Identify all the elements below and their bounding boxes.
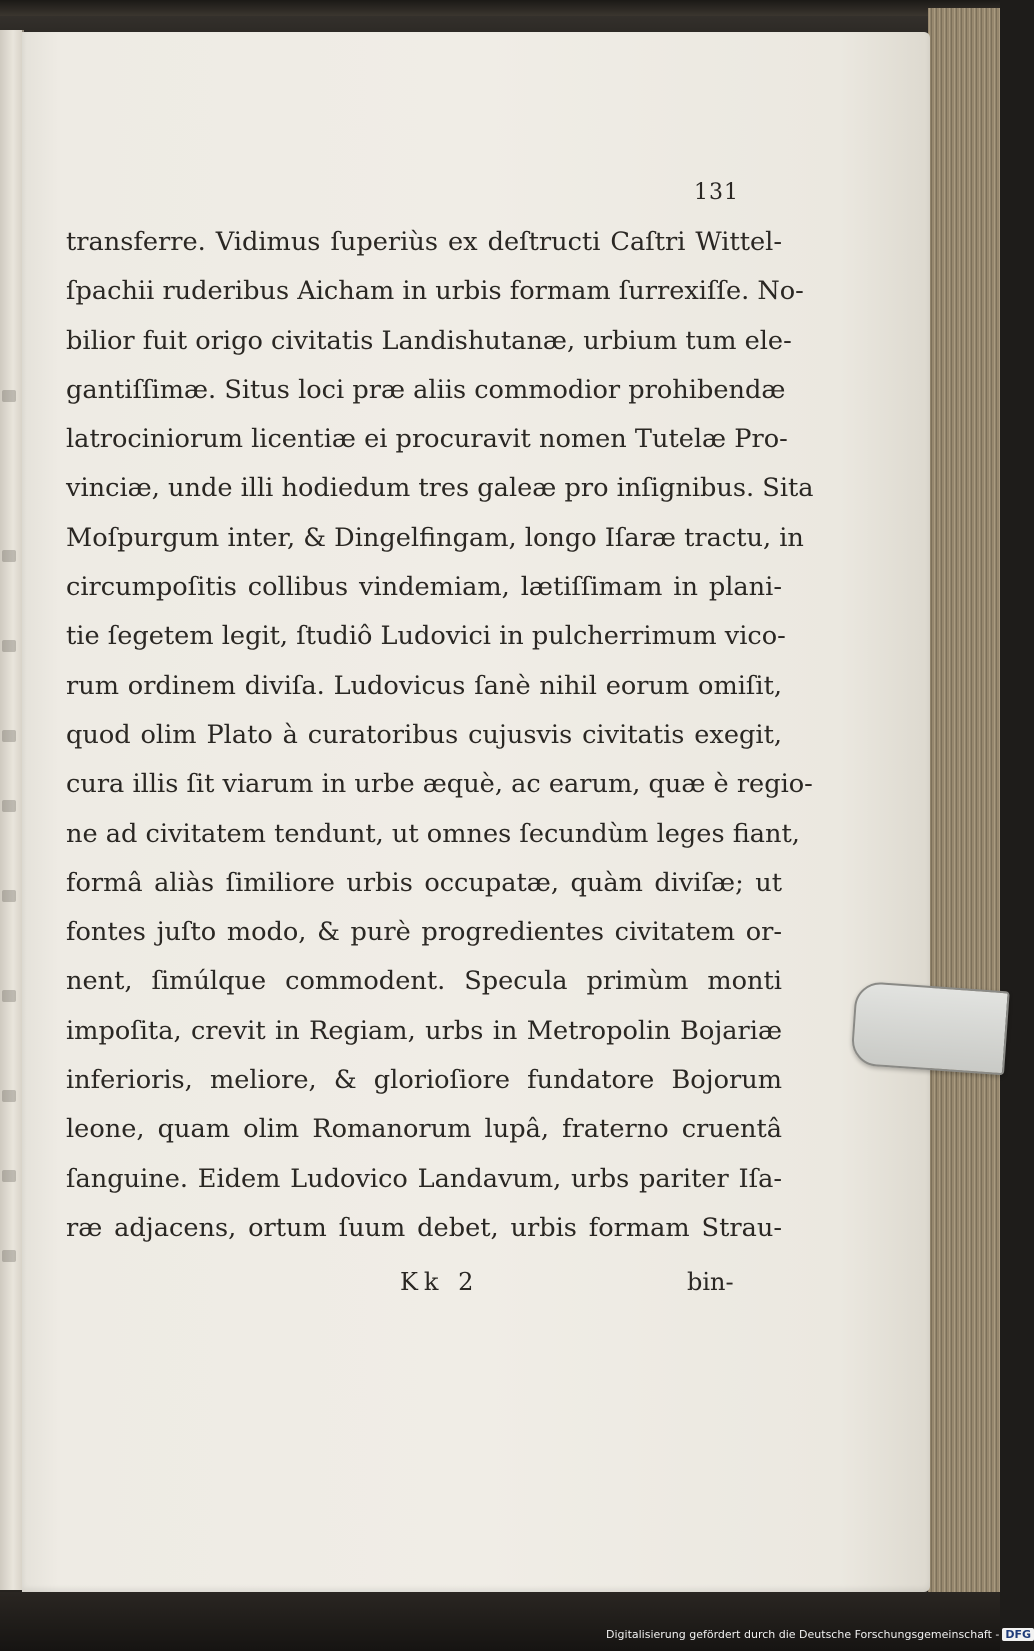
text-line: formâ aliàs ſimiliore urbis occupatæ, quàm diviſæ; ut xyxy=(66,867,782,898)
text-line: bilior fuit origo civitatis Landishutanæ, urbium tum ele- xyxy=(66,325,792,356)
text-line: transferre. Vidimus ſuperiùs ex deſtructi Caſtri Wittel- xyxy=(66,227,782,257)
text-line: ræ adjacens, ortum ſuum debet, urbis formam Strau- xyxy=(66,1212,782,1243)
bleed-through-mark xyxy=(2,990,16,1002)
text-line: circumpoſitis collibus vindemiam, lætiſſimam in plani- xyxy=(66,572,782,603)
text-line: vinciæ, unde illi hodiedum tres galeæ pro inſignibus. Sita xyxy=(66,473,814,504)
bleed-through-mark xyxy=(2,1170,16,1182)
text-line: tie ſegetem legit, ſtudiô Ludovici in pulcherrimum vico- xyxy=(66,621,786,652)
text-line: inferioris, meliore, & glorioſiore fundatore Bojorum xyxy=(66,1065,782,1096)
facing-page-edge xyxy=(0,30,24,1590)
bleed-through-mark xyxy=(2,640,16,652)
text-line: quod olim Plato à curatoribus cujusvis civitatis exegit, xyxy=(66,719,782,750)
text-line: ne ad civitatem tendunt, ut omnes ſecundùm leges fiant, xyxy=(66,818,800,849)
book-top-edge xyxy=(0,0,1000,16)
bleed-through-mark xyxy=(2,390,16,402)
text-line: leone, quam olim Romanorum lupâ, fraterno cruentâ xyxy=(66,1114,782,1145)
bleed-through-mark xyxy=(2,1090,16,1102)
digitization-credit xyxy=(606,1628,1032,1641)
text-line: nent, ſimúlque commodent. Specula primùm monti xyxy=(66,966,782,997)
bleed-through-mark xyxy=(2,1250,16,1262)
bleed-through-mark xyxy=(2,890,16,902)
text-line: latrociniorum licentiæ ei procuravit nomen Tutelæ Pro- xyxy=(66,424,788,455)
dfg-logo: DFG xyxy=(1002,1628,1034,1641)
text-line: gantiſſimæ. Situs loci præ aliis commodior prohibendæ xyxy=(66,374,786,405)
page-stack-edge xyxy=(928,8,1000,1598)
body-text xyxy=(66,218,814,1253)
bleed-through-mark xyxy=(2,730,16,742)
text-line: fontes juſto modo, & purè progredientes civitatem or- xyxy=(66,917,782,948)
bleed-through-mark xyxy=(2,550,16,562)
bleed-through-mark xyxy=(2,800,16,812)
text-line: impoſita, crevit in Regiam, urbs in Metropolin Bojariæ xyxy=(66,1015,782,1046)
text-line: rum ordinem diviſa. Ludovicus ſanè nihil eorum omiſit, xyxy=(66,670,782,701)
page-number: 131 xyxy=(694,180,739,205)
text-line: ſanguine. Eidem Ludovico Landavum, urbs pariter Iſa- xyxy=(66,1163,782,1194)
text-line: ſpachii ruderibus Aicham in urbis formam ſurrexiſſe. No- xyxy=(66,276,804,307)
text-line: cura illis ſit viarum in urbe æquè, ac earum, quæ è regio- xyxy=(66,769,813,800)
scan-bottom-margin xyxy=(0,1592,1000,1651)
signature-mark: Kk 2 xyxy=(400,1268,480,1296)
text-line: Moſpurgum inter, & Dingelfingam, longo Iſaræ tractu, in xyxy=(66,522,804,553)
credit-text: Digitalisierung gefördert durch die Deutsche Forschungsgemeinschaft - xyxy=(606,1628,1000,1641)
bookmark-clip xyxy=(850,981,1009,1076)
catchword: bin- xyxy=(687,1268,734,1296)
